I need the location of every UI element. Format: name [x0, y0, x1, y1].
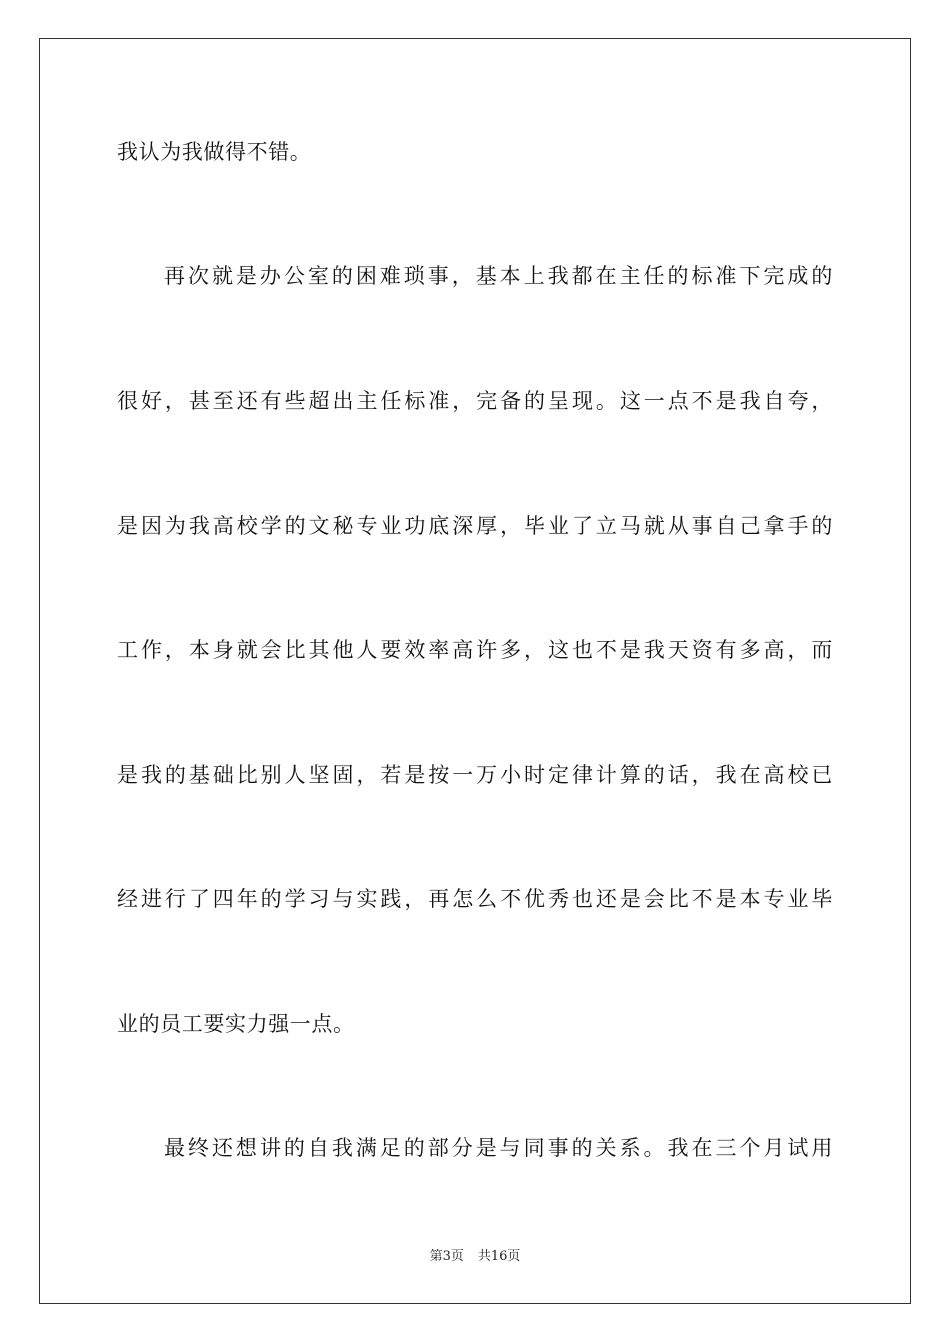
paragraph-first-line: 最终还想讲的自我满足的部分是与同事的关系。我在三个月试用 [164, 1136, 833, 1160]
paragraph-first-line: 再次就是办公室的困难琐事，基本上我都在主任的标准下完成的 [164, 264, 833, 288]
text-line: 经进行了四年的学习与实践，再怎么不优秀也还是会比不是本专业毕 [117, 887, 833, 911]
page-footer [0, 1248, 950, 1266]
text-line: 工作，本身就会比其他人要效率高许多，这也不是我天资有多高，而 [117, 638, 833, 662]
page-total: 共16页 [477, 1249, 521, 1264]
text-line: 是因为我高校学的文秘专业功底深厚，毕业了立马就从事自己拿手的 [117, 514, 833, 538]
page-border [39, 38, 911, 1304]
text-line: 是我的基础比别人坚固，若是按一万小时定律计算的话，我在高校已 [117, 763, 833, 787]
page-number: 第3页 [429, 1249, 464, 1264]
text-line: 业的员工要实力强一点。 [117, 1012, 355, 1036]
text-line: 很好，甚至还有些超出主任标准，完备的呈现。这一点不是我自夸， [117, 389, 833, 413]
text-line: 我认为我做得不错。 [117, 140, 312, 164]
